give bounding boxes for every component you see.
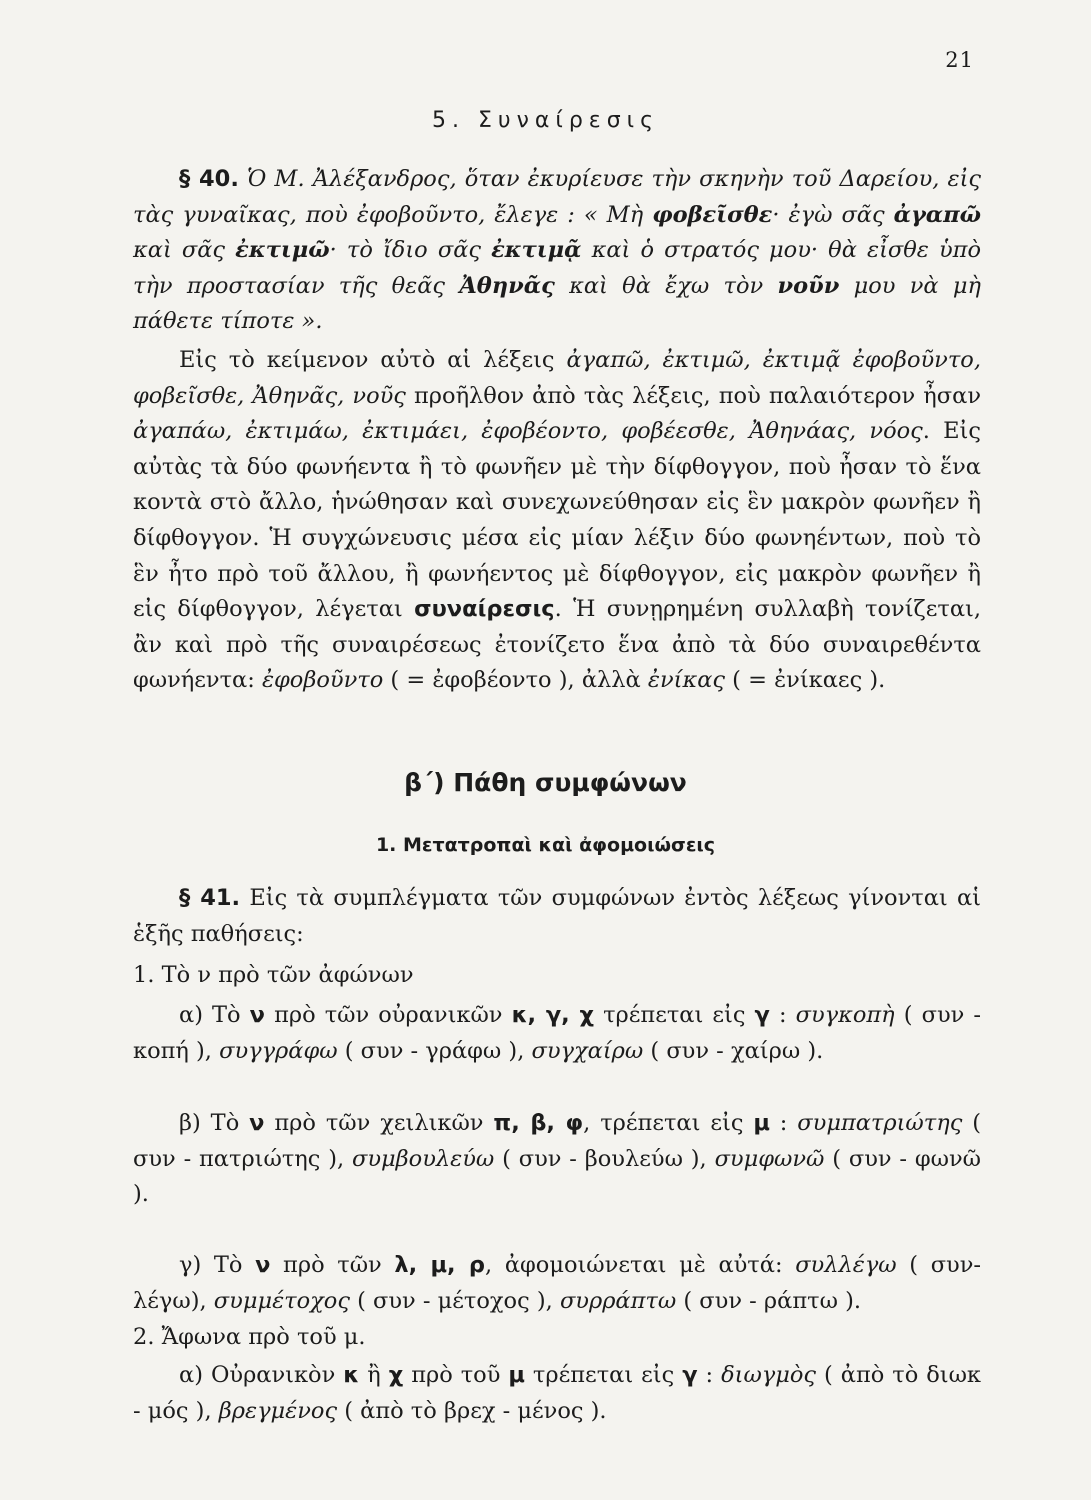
text-run: πρὸ τῶν bbox=[270, 1252, 395, 1278]
section-marker: § 41. bbox=[179, 885, 241, 911]
bold-letter: γ bbox=[754, 1002, 770, 1028]
text-run: Εἰς τὰ συμπλέγματα τῶν συμφώνων ἐντὸς λέξεως γίνονται αἱ ἑξῆς παθήσεις: bbox=[133, 885, 981, 947]
text-run: καὶ ὁ στρατός μου· θὰ εἶσθε ὑπὸ τὴν προστασίαν τῆς θεᾶς bbox=[133, 237, 981, 299]
text-run: . bbox=[358, 1324, 366, 1350]
text-run: καὶ θὰ ἔχω τὸν bbox=[554, 272, 778, 299]
italic-words: ἐνίκας bbox=[647, 667, 726, 694]
text-run: ( = ἐφοβέοντο ), ἀλλὰ bbox=[383, 667, 648, 694]
paragraph-40 bbox=[133, 162, 981, 340]
bold-letter: μ bbox=[343, 1324, 359, 1350]
italic-words: συμβουλεύω bbox=[352, 1145, 495, 1172]
italic-words: συγγράφω bbox=[219, 1037, 338, 1064]
italic-words: συλλέγω bbox=[795, 1252, 897, 1278]
text-run: · τὸ ἴδιο σᾶς bbox=[329, 237, 492, 264]
bold-word: φοβεῖσθε bbox=[652, 201, 773, 228]
text-run: τρέπεται εἰς bbox=[524, 1362, 683, 1388]
text-run: μου νὰ μὴ πάθετε τίποτε ». bbox=[133, 272, 982, 335]
paragraph-40-explanation bbox=[133, 343, 981, 699]
bold-word: ἐκτιμᾷ bbox=[491, 237, 582, 264]
text-run: πρὸ τῶν οὐρανικῶν bbox=[265, 1002, 512, 1028]
text-run: : bbox=[769, 1110, 798, 1136]
text-run: πρὸ τῶν χειλικῶν bbox=[264, 1110, 494, 1136]
text-run: ( συν-λέγω), bbox=[133, 1252, 982, 1314]
italic-words: συμμέτοχος bbox=[213, 1287, 350, 1314]
text-run: ( = ἐνίκαες ). bbox=[725, 667, 886, 694]
italic-words: ἐφοβοῦντο bbox=[261, 667, 384, 694]
text-run: ( συν - πατριώτης ), bbox=[133, 1110, 981, 1172]
bold-word: ἐκτιμῶ bbox=[235, 237, 330, 264]
page-number: 21 bbox=[945, 48, 974, 72]
section-title: 5. Συναίρεσις bbox=[431, 108, 659, 133]
bold-letter: μ bbox=[753, 1110, 770, 1136]
italic-words: διωγμὸς bbox=[721, 1362, 817, 1388]
text-run: α) Τὸ bbox=[179, 1002, 250, 1028]
text-run: 2. Ἄφωνα πρὸ τοῦ bbox=[133, 1324, 344, 1350]
text-run: Ὁ Μ. Ἀλέξανδρος, ὅταν ἐκυρίευσε τὴν σκηνὴν τοῦ Δαρείου, εἰς τὰς γυναῖκας, ποὺ ἐφοβοῦντο, ἔλεγε : « Μὴ bbox=[133, 166, 981, 228]
text-run: . Εἰς αὐτὰς τὰ δύο φωνήεντα ἢ τὸ φωνῆεν μὲ τὴν δίφθογγον, ποὺ ἦσαν τὸ ἕνα κοντὰ στὸ ἄλλο, ἡνώθησαν καὶ συνεχωνεύθησαν εἰς ἓν μακρὸν φωνῆεν ἢ δίφθογγον. Ἡ συγχώνευσις μέσα εἰς μίαν λέξιν δύο φωνηέντων, ποὺ τὸ ἓν ἦτο πρὸ τοῦ ἄλλου, ἢ φωνήεντος μὲ δίφθογγον, εἰς μακρὸν φωνῆεν ἢ εἰς δίφθογγον, λέγεται bbox=[133, 418, 981, 623]
list-item-1a bbox=[133, 998, 981, 1069]
subsubsection-heading: 1. Μετατροπαὶ καὶ ἀφομοιώσεις bbox=[375, 834, 716, 856]
italic-words: συμπατριώτης bbox=[797, 1110, 963, 1136]
bold-letter: ν bbox=[249, 1110, 265, 1136]
bold-letter: κ bbox=[343, 1362, 360, 1388]
text-run: β) Τὸ bbox=[179, 1110, 250, 1136]
list-item-2a bbox=[133, 1358, 981, 1429]
list-item-2 bbox=[133, 1320, 366, 1356]
italic-words: συρράπτω bbox=[559, 1287, 677, 1314]
text-run: . Ἡ συνῃρημένη συλλαβὴ τονίζεται, ἂν καὶ πρὸ τῆς συναιρέσεως ἐτονίζετο ἕνα ἀπὸ τὰ δύο συναιρεθέντα φωνήεντα: bbox=[133, 596, 981, 694]
paragraph-41 bbox=[133, 881, 981, 952]
text-run: ( ἀπὸ τὸ διωκ - μός ), bbox=[133, 1362, 981, 1424]
text-run: α) Οὐρανικὸν bbox=[179, 1362, 344, 1388]
list-item-1 bbox=[133, 958, 414, 994]
bold-letter: γ bbox=[682, 1362, 698, 1388]
italic-words: βρεγμένος bbox=[218, 1397, 338, 1424]
text-run: ( ἀπὸ τὸ βρεχ - μένος ). bbox=[337, 1397, 607, 1424]
bold-word: ἀγαπῶ bbox=[893, 201, 982, 228]
italic-words: ἀγαπάω, ἐκτιμάω, ἐκτιμάει, ἐφοβέοντο, φοβέεσθε, Ἀθηνάας, νόος bbox=[133, 418, 923, 445]
italic-words: ἀγαπῶ, ἐκτιμῶ, ἐκτιμᾷ ἐφοβοῦντο, φοβεῖσθε, Ἀθηνᾶς, νοῦς bbox=[133, 347, 981, 409]
text-run: 1. Τὸ bbox=[133, 962, 198, 988]
bold-letter: μ bbox=[508, 1362, 525, 1388]
text-run: Εἰς τὸ κείμενον αὐτὸ αἱ λέξεις bbox=[179, 347, 567, 373]
text-run: καὶ σᾶς bbox=[133, 237, 236, 264]
bold-letter: χ bbox=[388, 1362, 404, 1388]
bold-letter: ν bbox=[249, 1002, 265, 1028]
bold-word: νοῦν bbox=[777, 272, 840, 299]
text-run: τρέπεται εἰς bbox=[594, 1002, 755, 1028]
list-item-1c bbox=[133, 1248, 981, 1319]
text-run: πρὸ τῶν ἀφώνων bbox=[211, 962, 414, 988]
text-run: ( συν - φωνῶ ). bbox=[133, 1145, 981, 1208]
text-run: γ) Τὸ bbox=[179, 1252, 256, 1278]
italic-words: συμφωνῶ bbox=[714, 1145, 825, 1172]
text-run: : bbox=[769, 1002, 796, 1028]
subsection-heading: β΄) Πάθη συμφώνων bbox=[404, 768, 687, 797]
text-run: ( συν - γράφω ), bbox=[337, 1037, 532, 1064]
text-run: ( συν - βουλεύω ), bbox=[494, 1145, 715, 1172]
text-run: : bbox=[697, 1362, 722, 1388]
italic-words: συγχαίρω bbox=[531, 1037, 644, 1064]
text-run: , ἀφομοιώνεται μὲ αὐτά: bbox=[485, 1252, 796, 1278]
list-item-1b bbox=[133, 1106, 981, 1213]
bold-letter: λ, μ, ρ bbox=[394, 1252, 486, 1278]
text-run: ( συν - μέτοχος ), bbox=[349, 1287, 560, 1314]
bold-letter: κ, γ, χ bbox=[511, 1002, 594, 1028]
text-run: , τρέπεται εἰς bbox=[583, 1110, 754, 1136]
text-run: ( συν - ράπτω ). bbox=[676, 1287, 862, 1314]
text-run: · ἐγὼ σᾶς bbox=[772, 201, 894, 228]
section-marker: § 40. bbox=[179, 166, 239, 192]
text-run: ( συν - κοπή ), bbox=[133, 1002, 981, 1064]
italic-words: συγκοπὴ bbox=[795, 1002, 895, 1028]
bold-letter: π, β, φ bbox=[493, 1110, 584, 1136]
text-run: ( συν - χαίρω ). bbox=[643, 1037, 824, 1064]
text-run: πρὸ τοῦ bbox=[403, 1362, 509, 1388]
bold-word: Ἀθηνᾶς bbox=[459, 272, 555, 299]
bold-letter: ν bbox=[255, 1252, 271, 1278]
term-synairesis: συναίρεσις bbox=[414, 596, 555, 623]
text-run: ἢ bbox=[359, 1362, 389, 1388]
text-run: προῆλθον ἀπὸ τὰς λέξεις, ποὺ παλαιότερον ἦσαν bbox=[405, 382, 981, 409]
bold-letter: ν bbox=[197, 962, 212, 988]
